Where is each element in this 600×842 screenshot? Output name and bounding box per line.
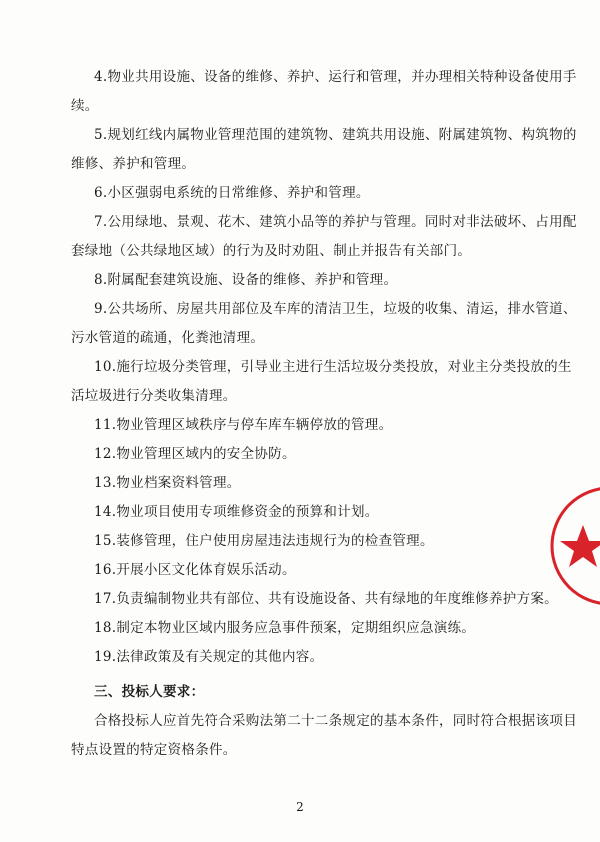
item-line: 12.物业管理区域内的安全协防。 xyxy=(94,446,296,462)
item-line: 活垃圾进行分类收集清理。 xyxy=(71,388,237,404)
item-line: 续。 xyxy=(71,98,99,114)
item-line: 7.公用绿地、景观、花木、建筑小品等的养护与管理。同时对非法破坏、占用配 xyxy=(94,214,577,230)
item-line: 17.负责编制物业共有部位、共有设施设备、共有绿地的年度维修养护方案。 xyxy=(94,591,558,607)
item-line: 5.规划红线内属物业管理范围的建筑物、建筑共用设施、附属建筑物、构筑物的 xyxy=(94,127,577,143)
item-line: 15.装修管理，住户使用房屋违法违规行为的检查管理。 xyxy=(94,533,434,549)
star-icon xyxy=(560,525,600,567)
item-line: 8.附属配套建筑设施、设备的维修、养护和管理。 xyxy=(94,272,398,288)
item-line: 14.物业项目使用专项维修资金的预算和计划。 xyxy=(94,504,379,520)
paragraph-line: 合格投标人应首先符合采购法第二十二条规定的基本条件，同时符合根据该项目 xyxy=(94,713,577,729)
item-line: 9.公共场所、房屋共用部位及车库的清洁卫生，垃圾的收集、清运，排水管道、 xyxy=(94,301,577,317)
item-line: 套绿地（公共绿地区域）的行为及时劝阻、制止并报告有关部门。 xyxy=(71,243,472,259)
paragraph-line: 特点设置的特定资格条件。 xyxy=(71,742,237,758)
item-line: 13.物业档案资料管理。 xyxy=(94,475,241,491)
item-line: 污水管道的疏通，化粪池清理。 xyxy=(71,330,265,346)
page-number: 2 xyxy=(296,800,304,814)
item-line: 11.物业管理区域秩序与停车库车辆停放的管理。 xyxy=(94,417,393,433)
item-line: 16.开展小区文化体育娱乐活动。 xyxy=(94,562,296,578)
item-line: 19.法律政策及有关规定的其他内容。 xyxy=(94,649,324,665)
red-seal-stamp xyxy=(548,480,600,640)
item-line: 6.小区强弱电系统的日常维修、养护和管理。 xyxy=(94,185,370,201)
item-line: 10.施行垃圾分类管理，引导业主进行生活垃圾分类投放，对业主分类投放的生 xyxy=(94,359,572,375)
item-line: 维修、养护和管理。 xyxy=(71,156,196,172)
section-heading: 三、投标人要求： xyxy=(94,684,205,700)
item-line: 18.制定本物业区域内服务应急事件预案，定期组织应急演练。 xyxy=(94,620,476,636)
item-line: 4.物业共用设施、设备的维修、养护、运行和管理，并办理相关特种设备使用手 xyxy=(94,69,577,85)
